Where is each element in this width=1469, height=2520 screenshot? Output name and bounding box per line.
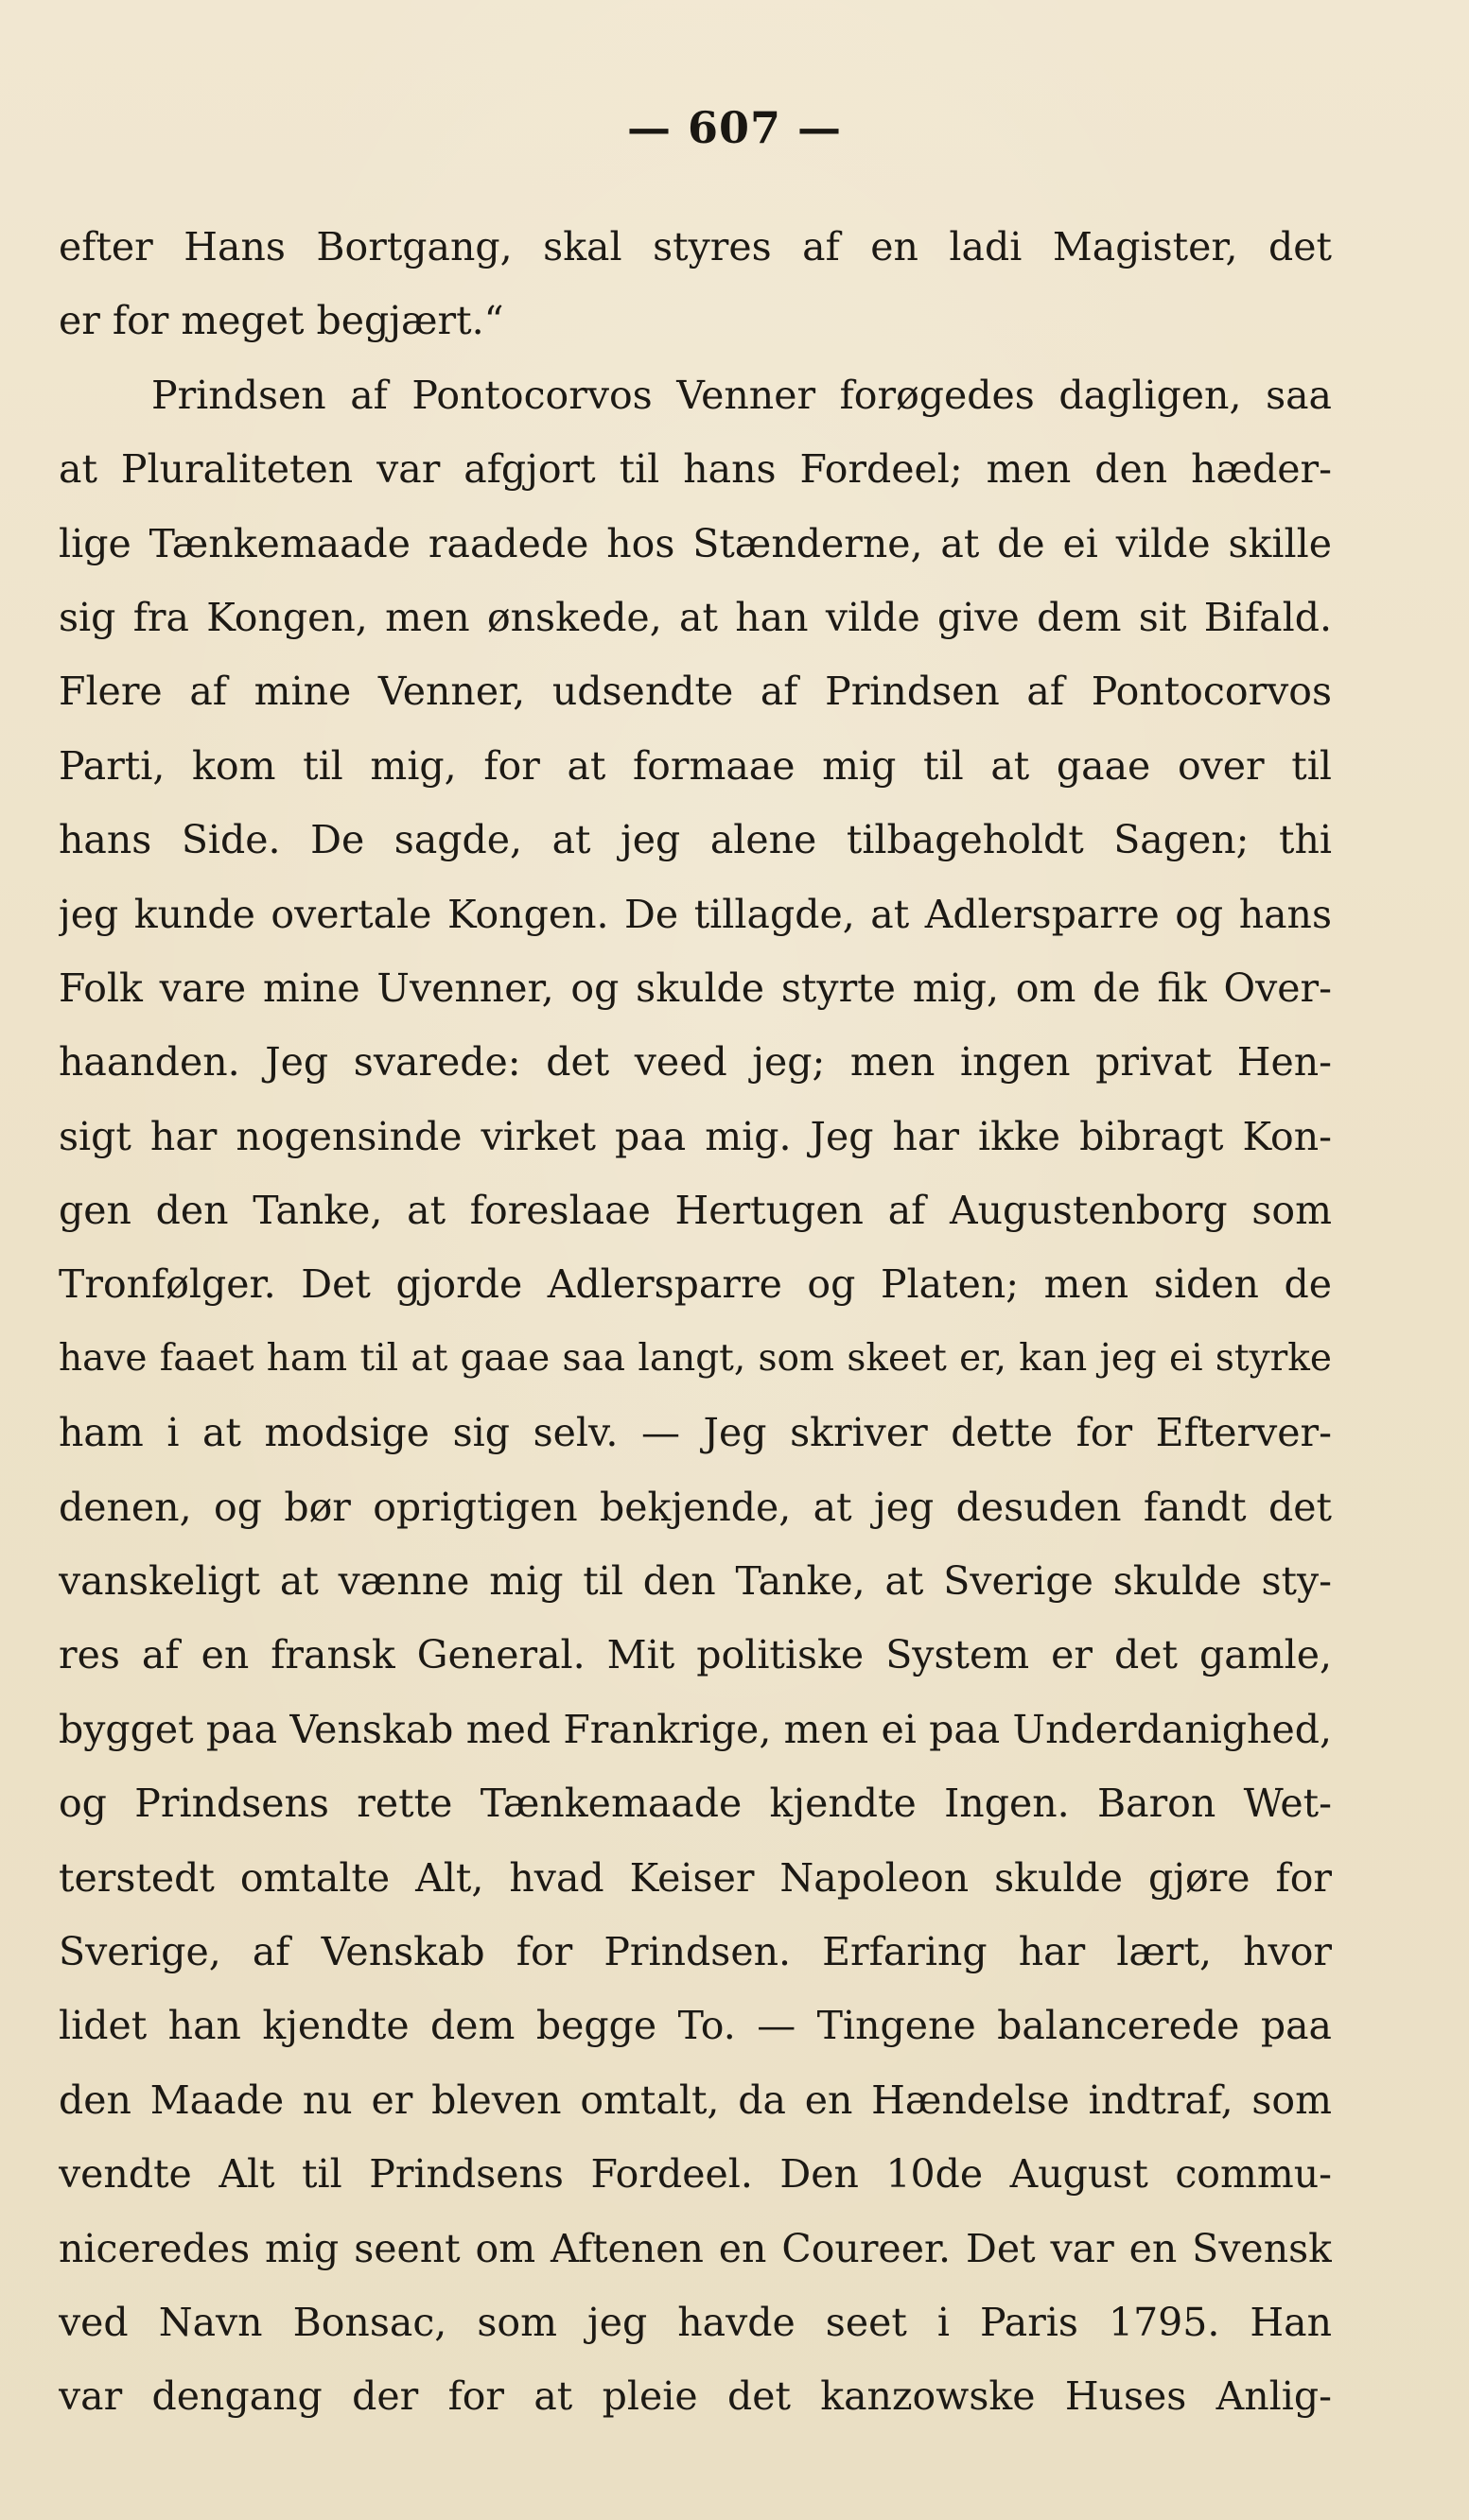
text-line: lidet han kjendte dem begge To. — Tingene balancerede paa: [59, 2003, 1332, 2049]
text-line: Prindsen af Pontocorvos Venner forøgedes dagligen, saa: [151, 372, 1332, 418]
body-text: [59, 210, 1332, 2434]
text-line: den Maade nu er bleven omtalt, da en Hændelse indtraf, som: [59, 2077, 1332, 2123]
text-line: ved Navn Bonsac, som jeg havde seet i Paris 1795. Han: [59, 2299, 1332, 2345]
text-line: Sverige, af Venskab for Prindsen. Erfaring har lært, hvor: [59, 1928, 1332, 1974]
text-line: have faaet ham til at gaae saa langt, som skeet er, kan jeg ei styrke: [59, 1336, 1332, 1380]
text-line: Flere af mine Venner, udsendte af Prindsen af Pontocorvos: [59, 669, 1332, 715]
text-line: var dengang der for at pleie det kanzowske Huses Anlig-: [59, 2373, 1332, 2420]
text-line: gen den Tanke, at foreslaae Hertugen af Augustenborg som: [59, 1188, 1332, 1234]
text-line: niceredes mig seent om Aftenen en Coureer. Det var en Svensk: [59, 2225, 1332, 2271]
text-line: ham i at modsige sig selv. — Jeg skriver dette for Efterver-: [59, 1410, 1332, 1456]
text-line: sigt har nogensinde virket paa mig. Jeg har ikke bibragt Kon-: [59, 1113, 1332, 1159]
text-line: jeg kunde overtale Kongen. De tillagde, at Adlersparre og hans: [59, 891, 1332, 937]
text-line: Folk vare mine Uvenner, og skulde styrte mig, om de fik Over-: [59, 965, 1332, 1011]
text-line: vanskeligt at vænne mig til den Tanke, at Sverige skulde sty-: [59, 1558, 1332, 1605]
text-line: og Prindsens rette Tænkemaade kjendte Ingen. Baron Wet-: [59, 1781, 1332, 1827]
page-number: — 607 —: [626, 102, 843, 153]
text-line: haanden. Jeg svarede: det veed jeg; men ingen privat Hen-: [59, 1039, 1332, 1086]
text-line: bygget paa Venskab med Frankrige, men ei paa Underdanighed,: [59, 1706, 1332, 1752]
text-line: terstedt omtalte Alt, hvad Keiser Napoleon skulde gjøre for: [59, 1854, 1332, 1901]
text-line: at Pluraliteten var afgjort til hans Fordeel; men den hæder-: [59, 446, 1332, 493]
text-line: sig fra Kongen, men ønskede, at han vilde give dem sit Bifald.: [59, 594, 1332, 640]
text-line: denen, og bør oprigtigen bekjende, at jeg desuden fandt det: [59, 1484, 1332, 1530]
text-line: er for meget begjært.“: [59, 298, 504, 344]
text-line: res af en fransk General. Mit politiske System er det gamle,: [59, 1632, 1332, 1678]
text-line: vendte Alt til Prindsens Fordeel. Den 10de August commu-: [59, 2151, 1332, 2198]
text-line: efter Hans Bortgang, skal styres af en ladi Magister, det: [59, 224, 1332, 269]
text-line: Parti, kom til mig, for at formaae mig til at gaae over til: [59, 742, 1332, 789]
text-line: Tronfølger. Det gjorde Adlersparre og Platen; men siden de: [59, 1261, 1332, 1308]
text-line: hans Side. De sagde, at jeg alene tilbageholdt Sagen; thi: [59, 817, 1332, 863]
text-line: lige Tænkemaade raadede hos Stænderne, at de ei vilde skille: [59, 520, 1332, 566]
